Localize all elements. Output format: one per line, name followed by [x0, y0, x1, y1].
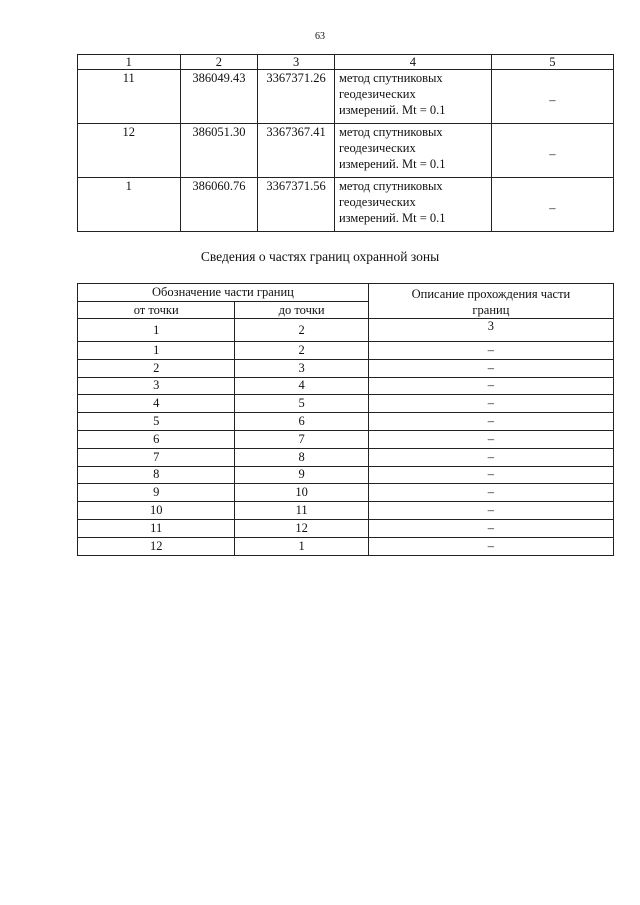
table-row — [78, 430, 614, 448]
boundary-parts-table — [77, 283, 614, 556]
table-row — [78, 537, 614, 555]
header-boundary-designation: Обозначение части границ — [78, 284, 369, 302]
from-point: 7 — [78, 448, 235, 466]
to-point: 6 — [235, 413, 368, 431]
method-description — [334, 70, 491, 124]
header-description — [368, 284, 613, 319]
to-point: 5 — [235, 395, 368, 413]
section-title: Сведения о частях границ охранной зоны — [200, 249, 440, 264]
y-coordinate: 3367371.26 — [258, 70, 335, 124]
to-point: 2 — [235, 342, 368, 360]
coordinates-table-header — [78, 55, 614, 70]
note-cell — [491, 70, 613, 124]
method-line: измерений. Mt = 0.1 — [338, 157, 446, 171]
description: – — [368, 377, 613, 395]
from-point: 3 — [78, 377, 235, 395]
method-line: метод спутниковых — [338, 179, 443, 193]
header-to-point: до точки — [235, 302, 368, 319]
method-line: геодезических — [338, 141, 416, 155]
dash: – — [549, 92, 556, 107]
note-cell — [491, 178, 613, 232]
table-row — [78, 413, 614, 431]
method-line: измерений. Mt = 0.1 — [338, 211, 446, 225]
method-description — [334, 124, 491, 178]
column-number-5: 5 — [491, 55, 613, 70]
table-row — [78, 377, 614, 395]
from-point: 6 — [78, 430, 235, 448]
to-point: 7 — [235, 430, 368, 448]
to-point: 11 — [235, 502, 368, 520]
to-point: 9 — [235, 466, 368, 484]
description: – — [368, 395, 613, 413]
method-line: измерений. Mt = 0.1 — [338, 103, 446, 117]
header-description-line: границ — [472, 303, 510, 317]
parts-table-header — [78, 284, 614, 302]
description: – — [368, 484, 613, 502]
description: – — [368, 430, 613, 448]
column-number-3: 3 — [258, 55, 335, 70]
dash: – — [549, 200, 556, 215]
from-point: 12 — [78, 537, 235, 555]
to-point: 10 — [235, 484, 368, 502]
column-number-4: 4 — [334, 55, 491, 70]
description: – — [368, 413, 613, 431]
coordinates-table — [77, 54, 614, 232]
to-point: 3 — [235, 359, 368, 377]
table-row — [78, 70, 614, 124]
to-point: 12 — [235, 519, 368, 537]
table-row — [78, 342, 614, 360]
page-number: 63 — [315, 31, 325, 42]
y-coordinate: 3367367.41 — [258, 124, 335, 178]
method-description — [334, 178, 491, 232]
column-number-1: 1 — [78, 319, 235, 342]
from-point: 4 — [78, 395, 235, 413]
table-row — [78, 178, 614, 232]
table-row — [78, 395, 614, 413]
column-number-3: 3 — [368, 319, 613, 342]
method-line: метод спутниковых — [338, 125, 443, 139]
column-number-1: 1 — [78, 55, 181, 70]
header-description-line: Описание прохождения части — [411, 287, 571, 301]
to-point: 4 — [235, 377, 368, 395]
from-point: 8 — [78, 466, 235, 484]
y-coordinate: 3367371.56 — [258, 178, 335, 232]
method-line: геодезических — [338, 87, 416, 101]
dash: – — [549, 146, 556, 161]
table-row — [78, 484, 614, 502]
table-row — [78, 519, 614, 537]
x-coordinate: 386060.76 — [180, 178, 258, 232]
point-number: 12 — [78, 124, 181, 178]
x-coordinate: 386049.43 — [180, 70, 258, 124]
to-point: 1 — [235, 537, 368, 555]
x-coordinate: 386051.30 — [180, 124, 258, 178]
table-row — [78, 359, 614, 377]
column-number-2: 2 — [235, 319, 368, 342]
description: – — [368, 342, 613, 360]
description: – — [368, 359, 613, 377]
description: – — [368, 466, 613, 484]
description: – — [368, 448, 613, 466]
description: – — [368, 537, 613, 555]
table-row — [78, 124, 614, 178]
note-cell — [491, 124, 613, 178]
method-line: метод спутниковых — [338, 71, 443, 85]
table-row — [78, 448, 614, 466]
description: – — [368, 519, 613, 537]
from-point: 9 — [78, 484, 235, 502]
column-numbering-row — [78, 319, 614, 342]
from-point: 5 — [78, 413, 235, 431]
column-number-2: 2 — [180, 55, 258, 70]
point-number: 1 — [78, 178, 181, 232]
from-point: 11 — [78, 519, 235, 537]
table-row — [78, 466, 614, 484]
method-line: геодезических — [338, 195, 416, 209]
from-point: 2 — [78, 359, 235, 377]
point-number: 11 — [78, 70, 181, 124]
to-point: 8 — [235, 448, 368, 466]
from-point: 1 — [78, 342, 235, 360]
description: – — [368, 502, 613, 520]
header-from-point: от точки — [78, 302, 235, 319]
table-row — [78, 502, 614, 520]
from-point: 10 — [78, 502, 235, 520]
